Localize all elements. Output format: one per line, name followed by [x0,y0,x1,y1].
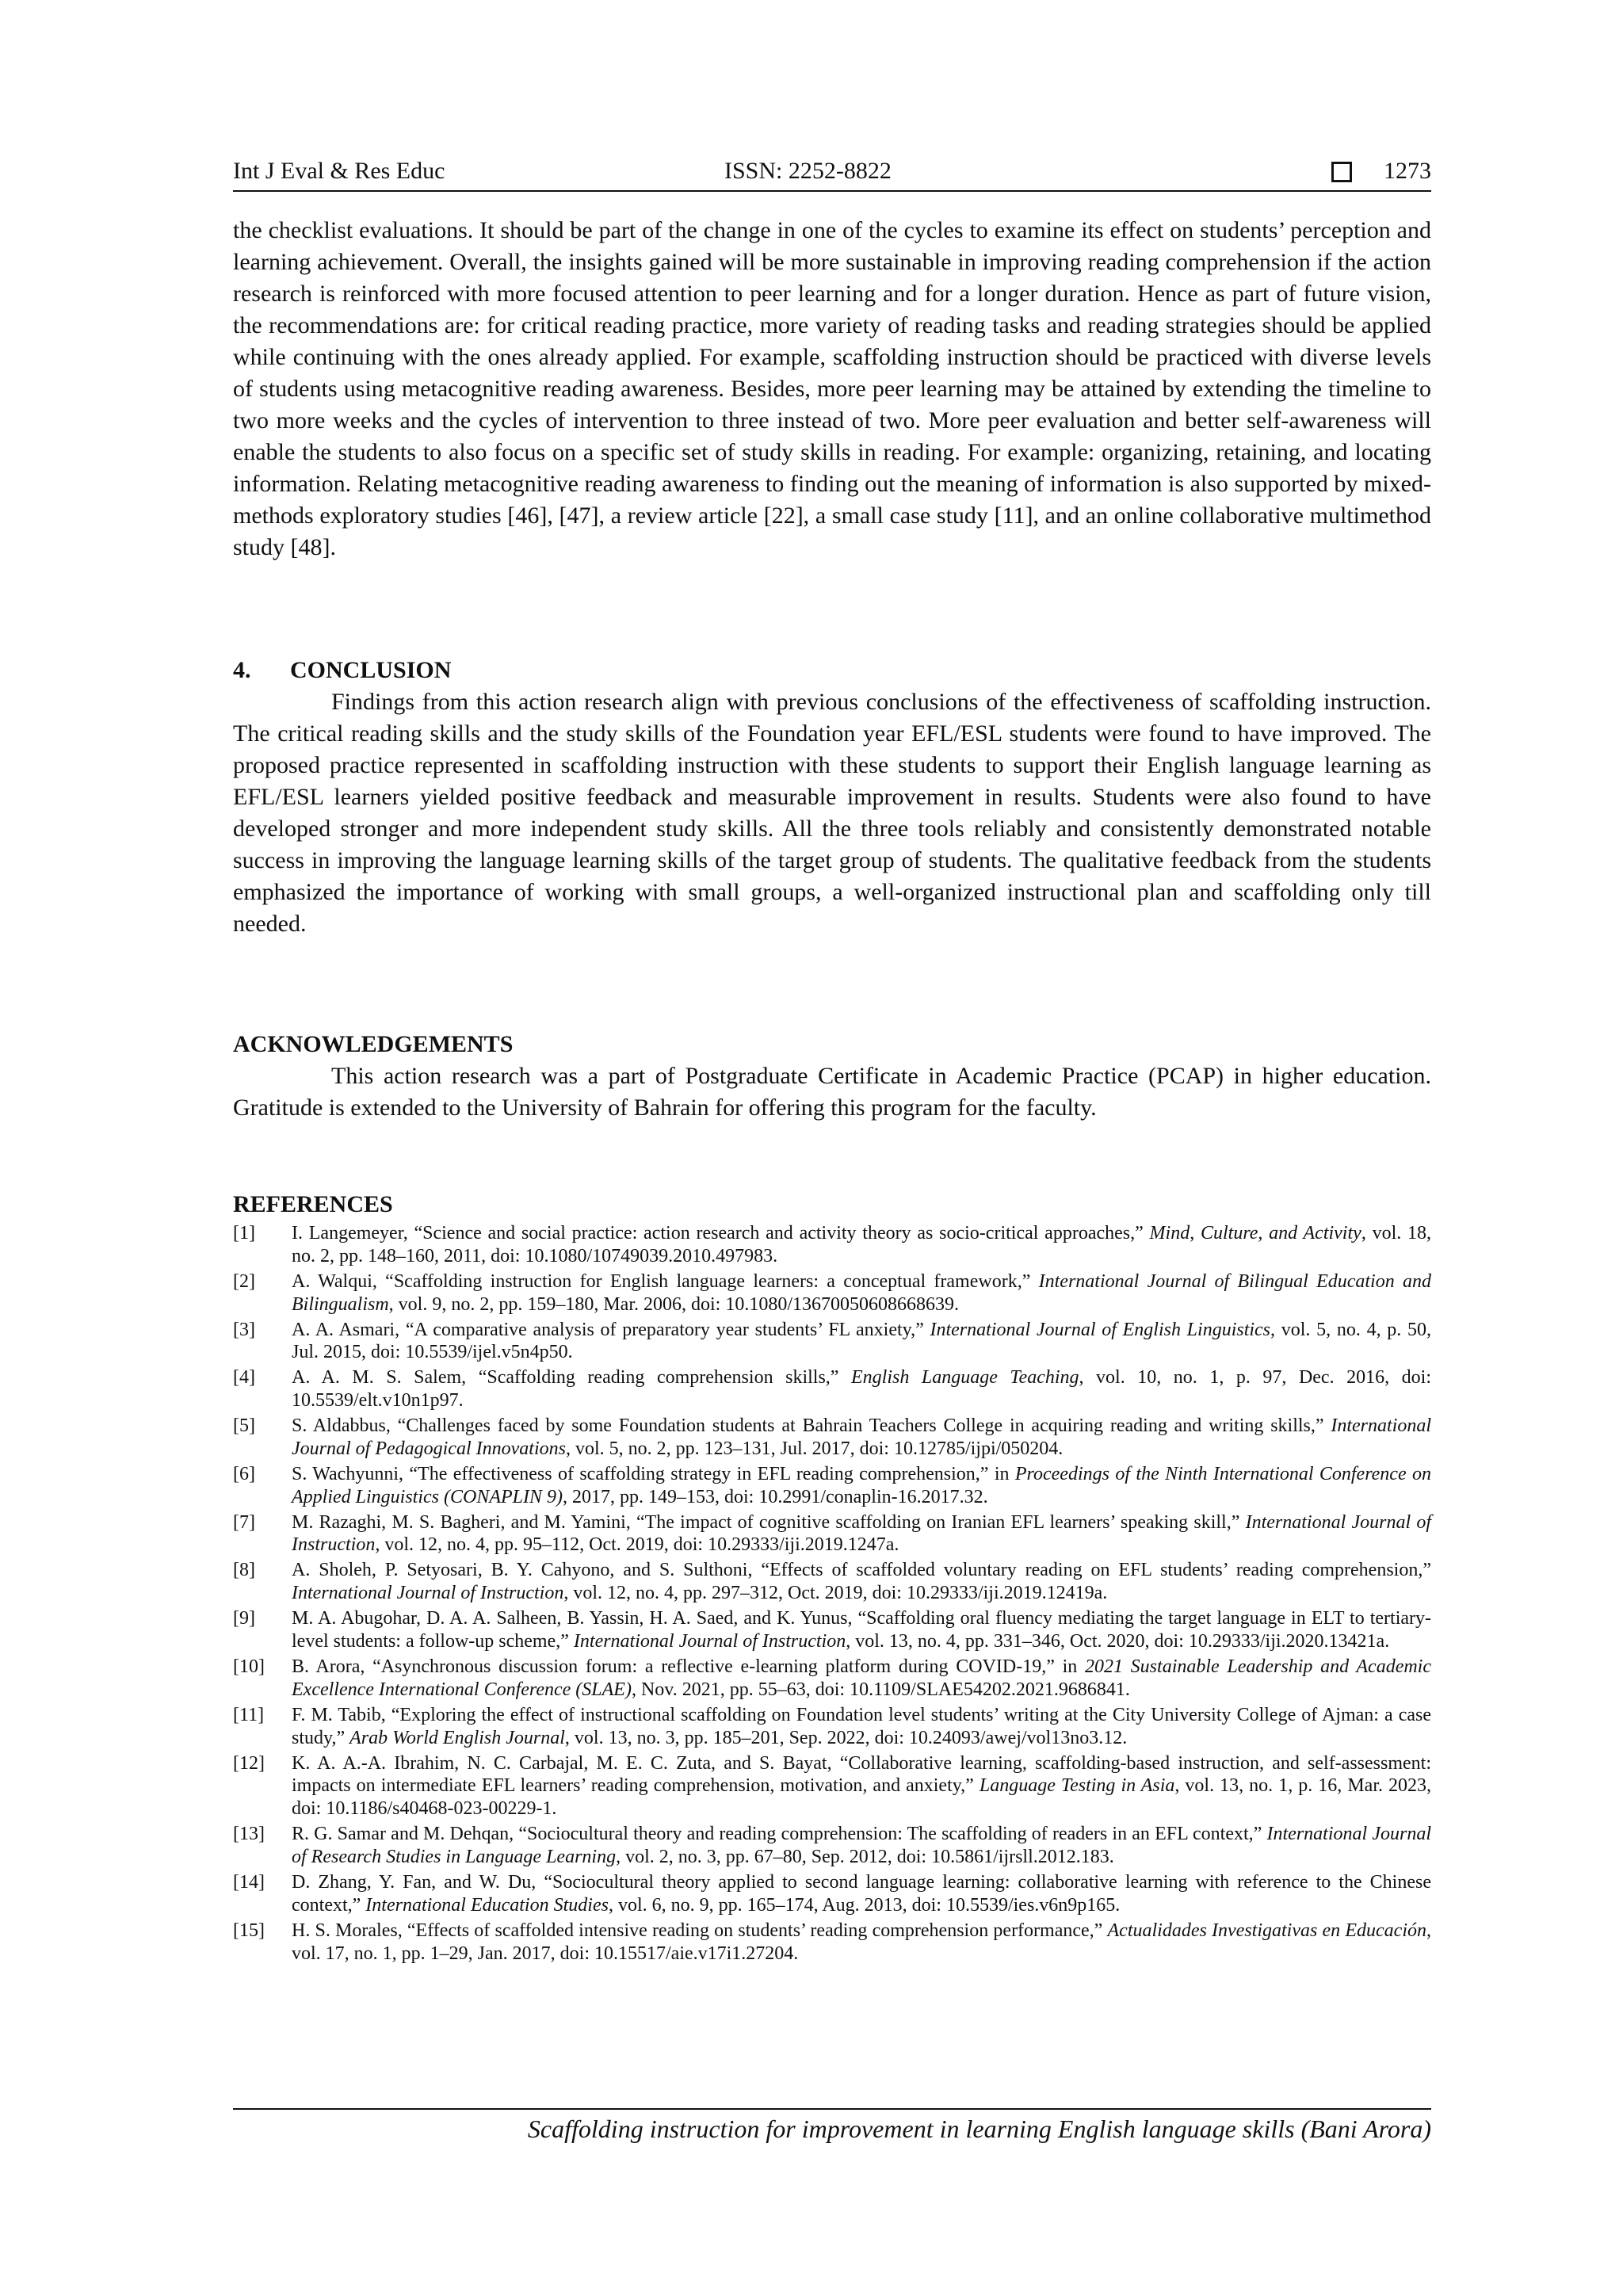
reference-item [233,1511,1431,1557]
reference-authors-title: H. S. Morales, “Effects of scaffolded intensive reading on students’ reading comprehension performance,” [292,1920,1108,1941]
page-number-group [1331,155,1431,187]
reference-number: [11] [233,1704,265,1725]
references-heading: REFERENCES [233,1191,393,1217]
conclusion-number: 4. [233,657,251,683]
reference-text [292,1920,1431,1966]
reference-number: [13] [233,1824,265,1845]
reference-venue: International Journal of Pedagogical Innovations [292,1415,1431,1459]
page-number: 1273 [1384,158,1431,184]
reference-venue: International Journal of Instruction [573,1631,846,1652]
reference-venue: English Language Teaching [850,1367,1079,1389]
reference-text [292,1511,1431,1557]
reference-details: , vol. 6, no. 9, pp. 165–174, Aug. 2013, doi: 10.5539/ies.v6n9p165. [608,1894,1121,1916]
reference-item [233,1823,1431,1869]
reference-item [233,1871,1431,1917]
header-rule [233,190,1431,192]
reference-number: [9] [233,1608,255,1629]
reference-details: , vol. 12, no. 4, pp. 297–312, Oct. 2019, doi: 10.29333/iji.2019.12419a. [563,1583,1108,1604]
reference-authors-title: A. A. Asmari, “A comparative analysis of preparatory year students’ FL anxiety,” [292,1319,930,1340]
reference-item [233,1704,1431,1750]
reference-number: [3] [233,1319,255,1340]
reference-venue: International Education Studies [365,1894,609,1916]
reference-authors-title: I. Langemeyer, “Science and social practice: action research and activity theory as socio-critical approaches,” [292,1223,1150,1244]
reference-number: [4] [233,1367,255,1389]
reference-details: , vol. 18, no. 2, pp. 148–160, 2011, doi: 10.1080/10749039.2010.497983. [292,1223,1432,1266]
reference-authors-title: S. Aldabbus, “Challenges faced by some Foundation students at Bahrain Teachers College in acquiring reading and writing skills,” [292,1415,1331,1437]
reference-venue: International Journal of Instruction [292,1583,564,1604]
reference-venue: International Journal of Instruction [292,1511,1431,1556]
square-box-icon [1331,162,1352,182]
reference-text [292,1871,1431,1917]
reference-authors-title: M. A. Abugohar, D. A. A. Salheen, B. Yassin, H. A. Saed, and K. Yunus, “Scaffolding oral fluency mediating the target language in ELT to tertiary-level students: a follow-up scheme,” [292,1608,1431,1652]
reference-item [233,1656,1431,1702]
reference-venue: Arab World English Journal [349,1727,565,1748]
acknowledgements-heading: ACKNOWLEDGEMENTS [233,1031,514,1057]
reference-details: , vol. 5, no. 4, p. 50, Jul. 2015, doi: 10.5539/ijel.v5n4p50. [292,1319,1432,1363]
reference-venue: International Journal of Research Studies in Language Learning [292,1824,1431,1867]
reference-details: , vol. 2, no. 3, pp. 67–80, Sep. 2012, doi: 10.5861/ijrsll.2012.183. [616,1846,1114,1867]
reference-number: [6] [233,1463,255,1484]
reference-text [292,1270,1431,1316]
reference-authors-title: K. A. A.-A. Ibrahim, N. C. Carbajal, M. E. C. Zuta, and S. Bayat, “Collaborative learning, scaffolding-based instruction, and self-assessment: impacts on intermediate EFL learners’ reading comprehension, motivation, and anxiety,” [292,1752,1431,1797]
reference-details: , vol. 13, no. 3, pp. 185–201, Sep. 2022, doi: 10.24093/awej/vol13no3.12. [564,1727,1128,1748]
reference-number: [1] [233,1223,255,1244]
reference-item [233,1463,1431,1509]
reference-text [292,1752,1431,1820]
reference-number: [12] [233,1752,265,1774]
journal-name: Int J Eval & Res Educ [233,158,445,184]
reference-number: [5] [233,1415,255,1437]
reference-item [233,1366,1431,1412]
reference-item [233,1559,1431,1605]
reference-item [233,1752,1431,1820]
reference-text [292,1607,1431,1653]
reference-text [292,1656,1431,1702]
reference-number: [8] [233,1560,255,1581]
conclusion-title: CONCLUSION [290,657,452,683]
reference-number: [10] [233,1656,265,1678]
reference-text [292,1222,1431,1268]
reference-text [292,1366,1431,1412]
reference-text [292,1704,1431,1750]
reference-authors-title: S. Wachyunni, “The effectiveness of scaffolding strategy in EFL reading comprehension,” in [292,1463,1015,1484]
reference-number: [2] [233,1270,255,1292]
footer-rule [233,2108,1431,2110]
reference-authors-title: A. Sholeh, P. Setyosari, B. Y. Cahyono, and S. Sulthoni, “Effects of scaffolded voluntary reading on EFL students’ reading comprehension,” [292,1560,1431,1581]
reference-details: , vol. 13, no. 4, pp. 331–346, Oct. 2020, doi: 10.29333/iji.2020.13421a. [846,1631,1390,1652]
reference-number: [15] [233,1920,265,1941]
conclusion-heading [233,655,451,686]
reference-list [233,1222,1431,1968]
reference-authors-title: A. A. M. S. Salem, “Scaffolding reading comprehension skills,” [292,1367,851,1389]
issn: ISSN: 2252-8822 [724,158,892,184]
reference-venue: International Journal of English Linguistics [930,1319,1271,1340]
reference-item [233,1222,1431,1268]
reference-venue: Proceedings of the Ninth International Conference on Applied Linguistics (CONAPLIN 9) [292,1463,1432,1507]
reference-details: , vol. 12, no. 4, pp. 95–112, Oct. 2019, doi: 10.29333/iji.2019.1247a. [375,1534,899,1556]
intro-paragraph: the checklist evaluations. It should be part of the change in one of the cycles to examine its effect on students’ perception and learning achievement. Overall, the insights gained will be more sustainable in improving reading comprehension if the action research is reinforced with more focused attention to peer learning and for a longer duration. Hence as part of future vision, the recommendations are: for critical reading practice, more variety of reading tasks and reading strategies should be applied while continuing with the ones already applied. For example, scaffolding instruction should be practiced with diverse levels of students using metacognitive reading awareness. Besides, more peer learning may be attained by extending the timeline to two more weeks and the cycles of intervention to three instead of two. More peer evaluation and better self-awareness will enable the students to also focus on a specific set of study skills in reading. For example: organizing, retaining, and locating information. Relating metacognitive reading awareness to finding out the meaning of information is also supported by mixed-methods exploratory studies [46], [47], a review article [22], a small case study [11], and an online collaborative multimethod study [48]. [233,217,1431,560]
paper-page [233,0,1431,2296]
reference-text [292,1319,1431,1365]
reference-number: [14] [233,1871,265,1893]
reference-details: , vol. 13, no. 1, p. 16, Mar. 2023, doi: 10.1186/s40468-023-00229-1. [292,1775,1432,1820]
reference-item [233,1270,1431,1316]
acknowledgements-paragraph: This action research was a part of Postgraduate Certificate in Academic Practice (PCAP) in higher education. Gratitude is extended to the University of Bahrain for offering this program for the faculty. [233,1063,1431,1121]
reference-authors-title: D. Zhang, Y. Fan, and W. Du, “Sociocultural theory applied to second language learning: collaborative learning with reference to the Chinese context,” [292,1871,1431,1916]
reference-item [233,1920,1431,1966]
reference-venue: International Journal of Bilingual Education and Bilingualism [292,1270,1432,1315]
reference-details: , vol. 10, no. 1, p. 97, Dec. 2016, doi: 10.5539/elt.v10n1p97. [292,1367,1432,1412]
reference-authors-title: F. M. Tabib, “Exploring the effect of instructional scaffolding on Foundation level students’ writing at the City University College of Ajman: a case study,” [292,1704,1431,1748]
reference-number: [7] [233,1511,255,1533]
reference-details: , 2017, pp. 149–153, doi: 10.2991/conaplin-16.2017.32. [563,1486,988,1507]
running-footer: Scaffolding instruction for improvement in learning English language skills (Bani Arora) [527,2115,1431,2143]
reference-text [292,1823,1431,1869]
reference-text [292,1415,1431,1461]
reference-item [233,1319,1431,1365]
reference-details: , vol. 9, no. 2, pp. 159–180, Mar. 2006, doi: 10.1080/13670050608668639. [388,1293,960,1315]
reference-details: , Nov. 2021, pp. 55–63, doi: 10.1109/SLAE54202.2021.9686841. [631,1679,1130,1700]
reference-authors-title: R. G. Samar and M. Dehqan, “Sociocultural theory and reading comprehension: The scaffolding of readers in an EFL context,” [292,1824,1267,1845]
reference-item [233,1415,1431,1461]
reference-item [233,1607,1431,1653]
reference-details: , vol. 17, no. 1, pp. 1–29, Jan. 2017, doi: 10.15517/aie.v17i1.27204. [292,1920,1431,1964]
reference-venue: 2021 Sustainable Leadership and Academic Excellence International Conference (SLAE) [292,1656,1431,1700]
reference-text [292,1463,1431,1509]
reference-authors-title: A. Walqui, “Scaffolding instruction for English language learners: a conceptual framework,” [292,1270,1039,1292]
reference-text [292,1559,1431,1605]
reference-details: , vol. 5, no. 2, pp. 123–131, Jul. 2017, doi: 10.12785/ijpi/050204. [565,1438,1064,1459]
reference-venue: Mind, Culture, and Activity [1149,1223,1361,1244]
reference-authors-title: M. Razaghi, M. S. Bagheri, and M. Yamini, “The impact of cognitive scaffolding on Iranian EFL learners’ speaking skill,” [292,1511,1246,1533]
conclusion-paragraph: Findings from this action research align with previous conclusions of the effectiveness of scaffolding instruction. The critical reading skills and the study skills of the Foundation year EFL/ESL students were found to have improved. The proposed practice represented in scaffolding instruction with these students to support their English language learning as EFL/ESL learners yielded positive feedback and measurable improvement in results. Students were also found to have developed stronger and more independent study skills. All the three tools reliably and consistently demonstrated notable success in improving the language learning skills of the target group of students. The qualitative feedback from the students emphasized the importance of working with small groups, a well-organized instructional plan and scaffolding only till needed. [233,689,1431,937]
page-header [233,155,1431,187]
reference-venue: Actualidades Investigativas en Educación [1107,1920,1426,1941]
reference-venue: Language Testing in Asia [979,1775,1175,1797]
reference-authors-title: B. Arora, “Asynchronous discussion forum: a reflective e-learning platform during COVID-19,” in [292,1656,1085,1678]
